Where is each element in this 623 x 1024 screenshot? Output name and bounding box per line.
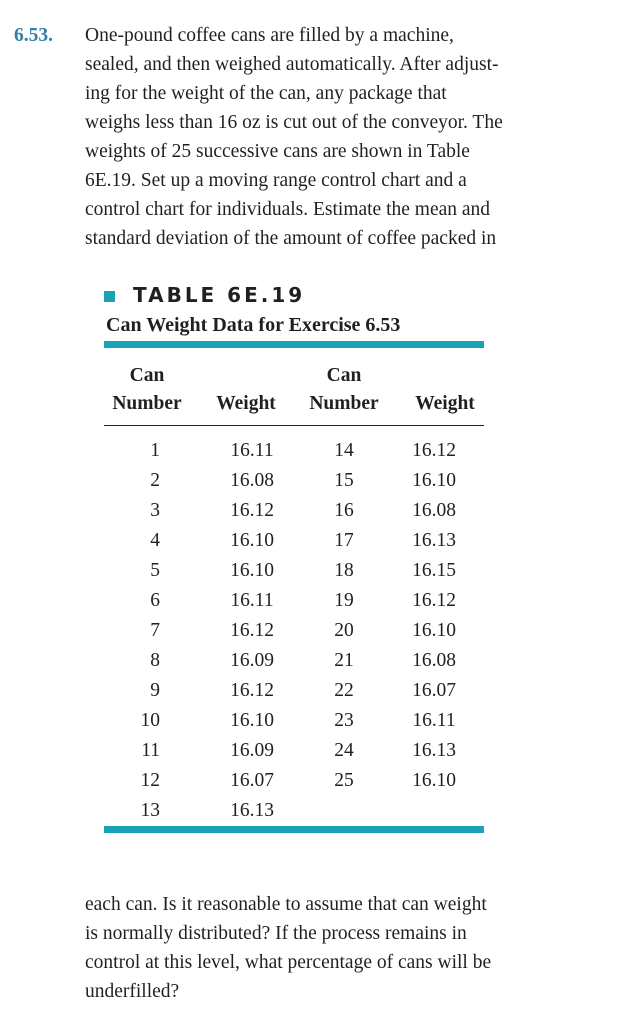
- header-can-number-1: Can Number: [112, 365, 182, 414]
- can-number-cell: 20: [334, 620, 354, 641]
- header-weight-1: Weight: [216, 393, 276, 414]
- can-number-cell: 16: [334, 500, 354, 521]
- can-number-cell: 15: [334, 470, 354, 491]
- text-line: One-pound coffee cans are filled by a machine,: [85, 25, 454, 46]
- can-number-cell: 3: [150, 500, 160, 521]
- weight-cell: 16.12: [230, 500, 274, 521]
- can-number-cell: 22: [334, 680, 354, 701]
- text-line: is normally distributed? If the process remains in: [85, 923, 467, 944]
- text-line: ing for the weight of the can, any package that: [85, 83, 447, 104]
- text-line: weights of 25 successive cans are shown in Table: [85, 141, 470, 162]
- weight-cell: 16.07: [412, 680, 456, 701]
- table-row: [104, 436, 484, 466]
- can-number-cell: 6: [150, 590, 160, 611]
- text-line: sealed, and then weighed automatically. After adjust-: [85, 54, 499, 75]
- can-number-cell: 17: [334, 530, 354, 551]
- can-number-cell: 8: [150, 650, 160, 671]
- table-row: [104, 676, 484, 706]
- weight-cell: 16.10: [230, 560, 274, 581]
- table-caption: Can Weight Data for Exercise 6.53: [106, 314, 401, 336]
- table-row: [104, 766, 484, 796]
- text-line: weighs less than 16 oz is cut out of the conveyor. The: [85, 112, 503, 133]
- table-row: [104, 736, 484, 766]
- can-number-cell: 24: [334, 740, 354, 761]
- weight-cell: 16.11: [412, 710, 456, 731]
- weight-cell: 16.12: [230, 680, 274, 701]
- table-row: [104, 646, 484, 676]
- can-number-cell: 12: [140, 770, 160, 791]
- can-number-cell: 9: [150, 680, 160, 701]
- weight-cell: 16.10: [412, 620, 456, 641]
- can-number-cell: 4: [150, 530, 160, 551]
- weight-cell: 16.09: [230, 740, 274, 761]
- can-number-cell: 18: [334, 560, 354, 581]
- text-line: underfilled?: [85, 981, 180, 1002]
- can-number-cell: 11: [141, 740, 160, 761]
- can-number-cell: 21: [334, 650, 354, 671]
- table-label: TABLE 6E.19: [133, 283, 306, 307]
- table-label-row: [104, 283, 305, 307]
- table-row: [104, 466, 484, 496]
- weight-cell: 16.11: [230, 590, 274, 611]
- weight-cell: 16.13: [412, 740, 456, 761]
- weight-cell: 16.15: [412, 560, 456, 581]
- weight-cell: 16.10: [412, 770, 456, 791]
- table-row: [104, 796, 484, 826]
- table-bottom-rule: [104, 826, 484, 833]
- can-number-cell: 14: [334, 440, 354, 461]
- text-line: standard deviation of the amount of coffee packed in: [85, 228, 497, 249]
- text-line: control at this level, what percentage of cans will be: [85, 952, 492, 973]
- exercise-number: 6.53.: [14, 25, 53, 46]
- exercise-text-bottom: [85, 890, 579, 1006]
- table-row: [104, 616, 484, 646]
- weight-cell: 16.12: [230, 620, 274, 641]
- table-row: [104, 496, 484, 526]
- can-number-cell: 5: [150, 560, 160, 581]
- text-line: each can. Is it reasonable to assume that can weight: [85, 894, 487, 915]
- table-top-rule: [104, 341, 484, 348]
- weight-cell: 16.10: [230, 710, 274, 731]
- table-row: [104, 586, 484, 616]
- can-number-cell: 10: [140, 710, 160, 731]
- weight-cell: 16.08: [412, 500, 456, 521]
- can-number-cell: 13: [140, 800, 160, 821]
- weight-cell: 16.12: [412, 440, 456, 461]
- can-number-cell: 7: [150, 620, 160, 641]
- weight-cell: 16.08: [412, 650, 456, 671]
- weight-cell: 16.13: [412, 530, 456, 551]
- can-number-cell: 1: [150, 440, 160, 461]
- weight-cell: 16.10: [412, 470, 456, 491]
- weight-cell: 16.07: [230, 770, 274, 791]
- table-row: [104, 556, 484, 586]
- weight-cell: 16.13: [230, 800, 274, 821]
- can-number-cell: 25: [334, 770, 354, 791]
- weight-cell: 16.11: [230, 440, 274, 461]
- table-row: [104, 526, 484, 556]
- can-number-cell: 2: [150, 470, 160, 491]
- table-row: [104, 706, 484, 736]
- weight-cell: 16.08: [230, 470, 274, 491]
- header-can-number-2: Can Number: [309, 365, 379, 414]
- header-rule: [104, 425, 484, 426]
- weight-cell: 16.09: [230, 650, 274, 671]
- can-number-cell: 19: [334, 590, 354, 611]
- exercise-text-top: [85, 21, 579, 253]
- square-bullet-icon: [104, 291, 115, 302]
- weight-cell: 16.10: [230, 530, 274, 551]
- text-line: control chart for individuals. Estimate the mean and: [85, 199, 491, 220]
- can-number-cell: 23: [334, 710, 354, 731]
- text-line: 6E.19. Set up a moving range control chart and a: [85, 170, 467, 191]
- header-weight-2: Weight: [415, 393, 475, 414]
- weight-cell: 16.12: [412, 590, 456, 611]
